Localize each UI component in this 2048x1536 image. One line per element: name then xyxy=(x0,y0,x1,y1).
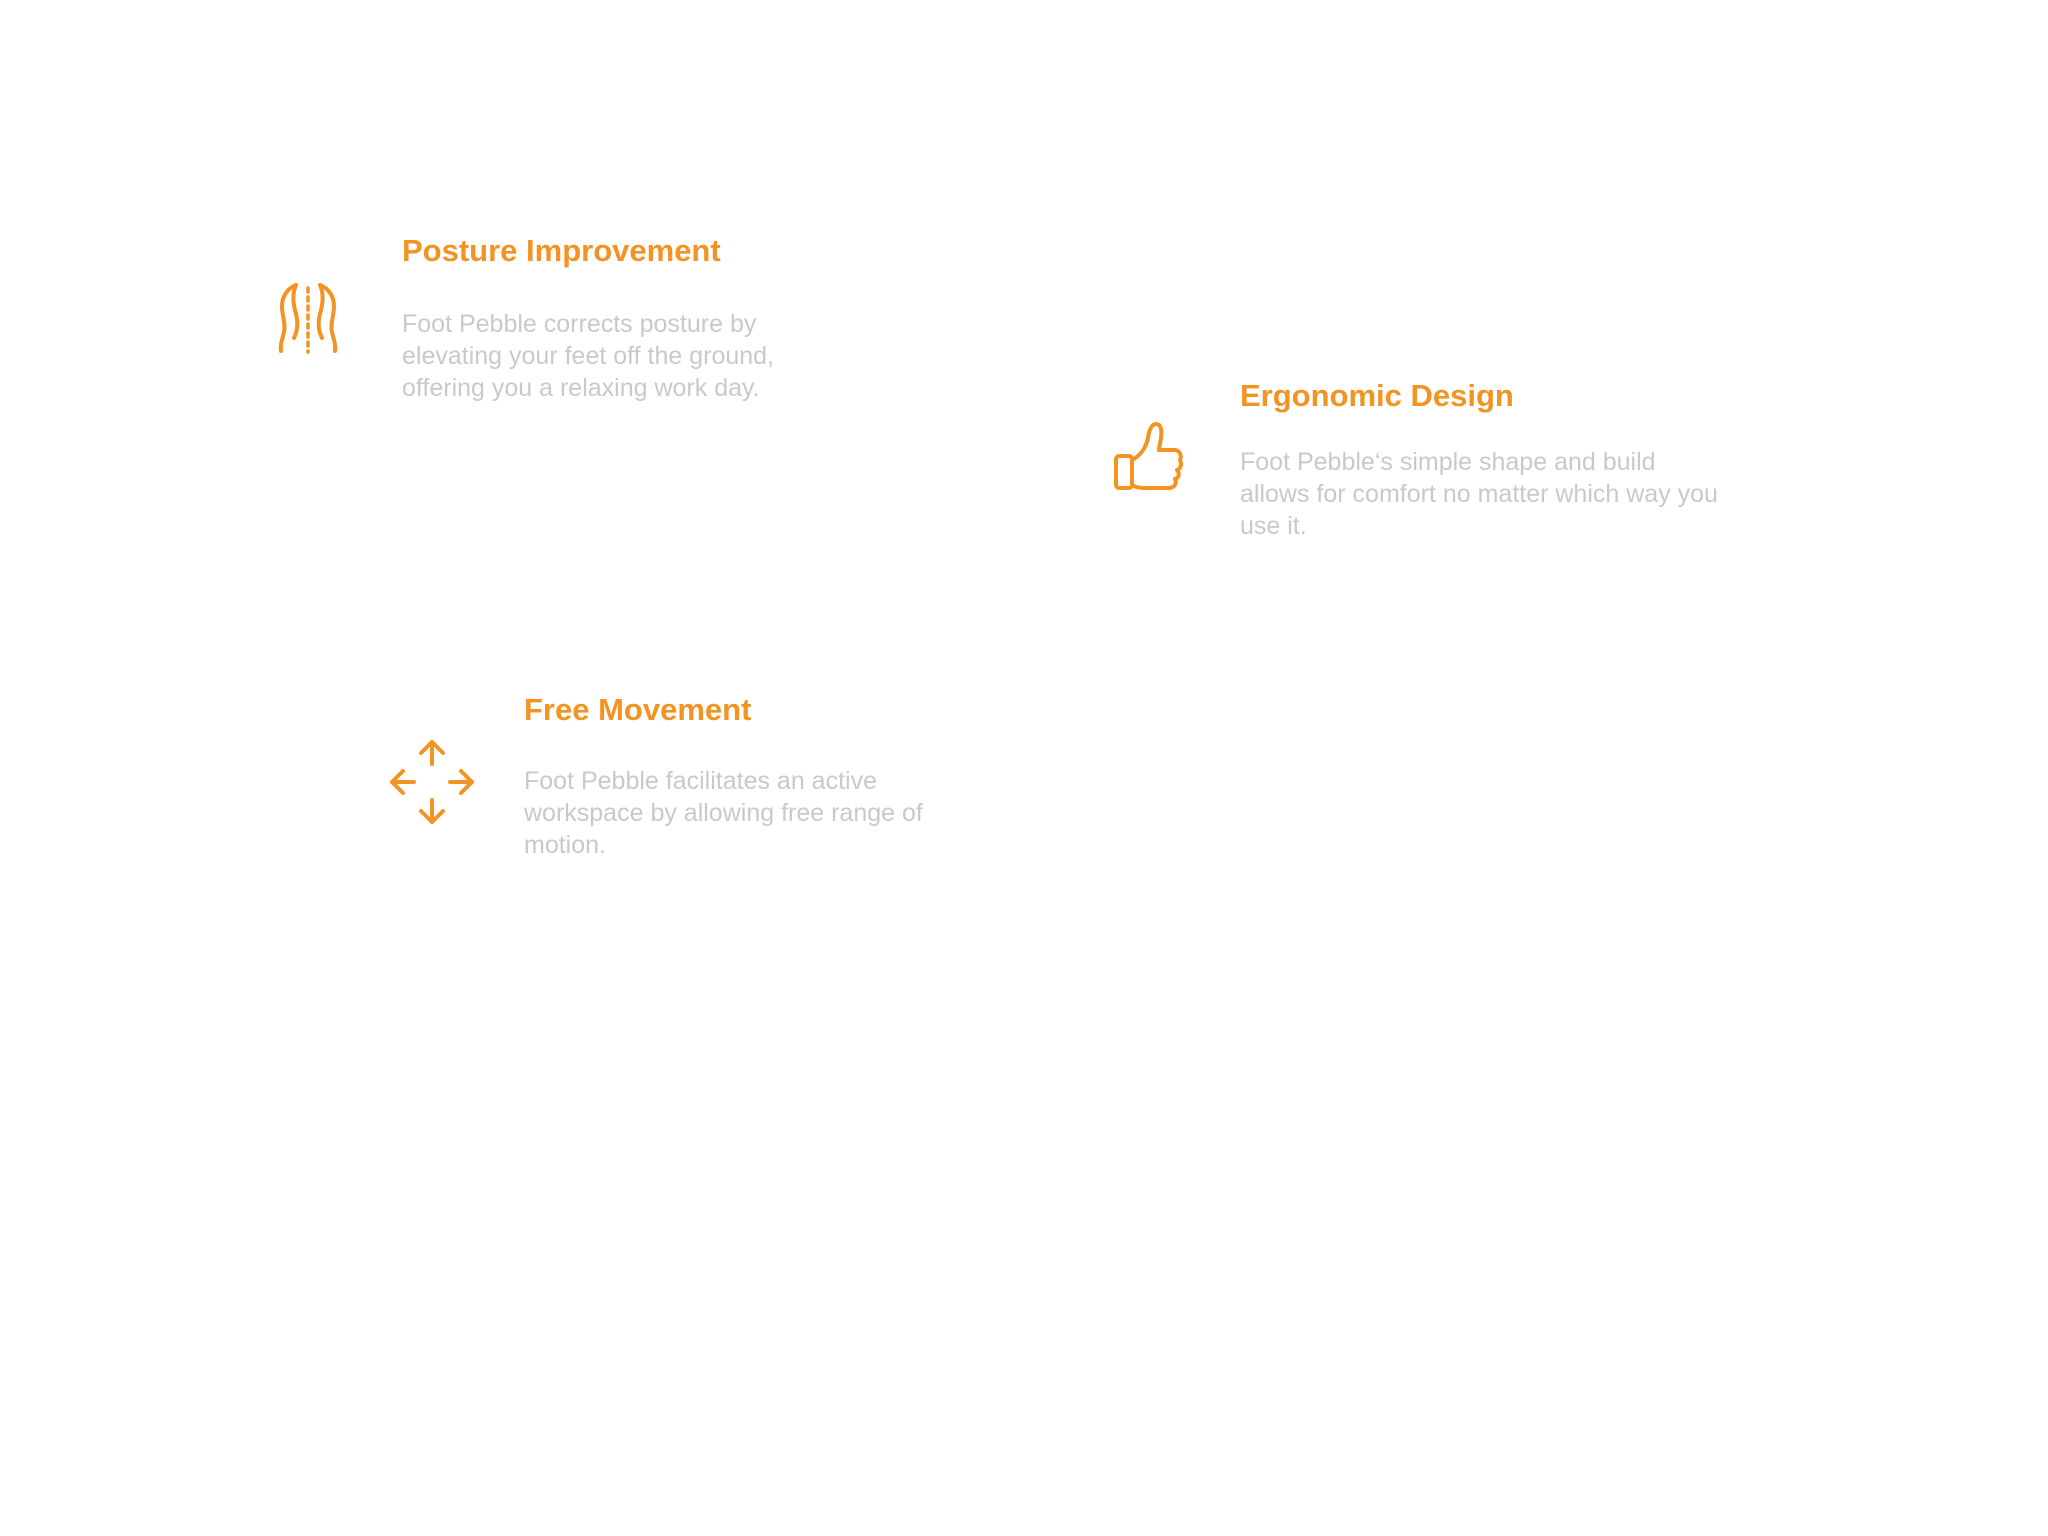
move-arrows-icon xyxy=(388,738,476,826)
feature-title: Free Movement xyxy=(524,692,752,727)
feature-title: Ergonomic Design xyxy=(1240,378,1514,413)
feature-ergonomic-design xyxy=(1240,378,1760,558)
thumbs-up-icon xyxy=(1114,420,1184,492)
feature-description: Foot Pebble‘s simple shape and build allows for comfort no matter which way you use it. xyxy=(1240,448,1718,540)
feature-description: Foot Pebble corrects posture by elevating your feet off the ground, offering you a relaxing work day. xyxy=(402,310,775,402)
feature-free-movement xyxy=(524,692,994,872)
feature-posture-improvement xyxy=(402,233,872,413)
feature-description: Foot Pebble facilitates an active workspace by allowing free range of motion. xyxy=(524,767,923,859)
spine-icon xyxy=(276,282,340,354)
feature-title: Posture Improvement xyxy=(402,233,721,268)
